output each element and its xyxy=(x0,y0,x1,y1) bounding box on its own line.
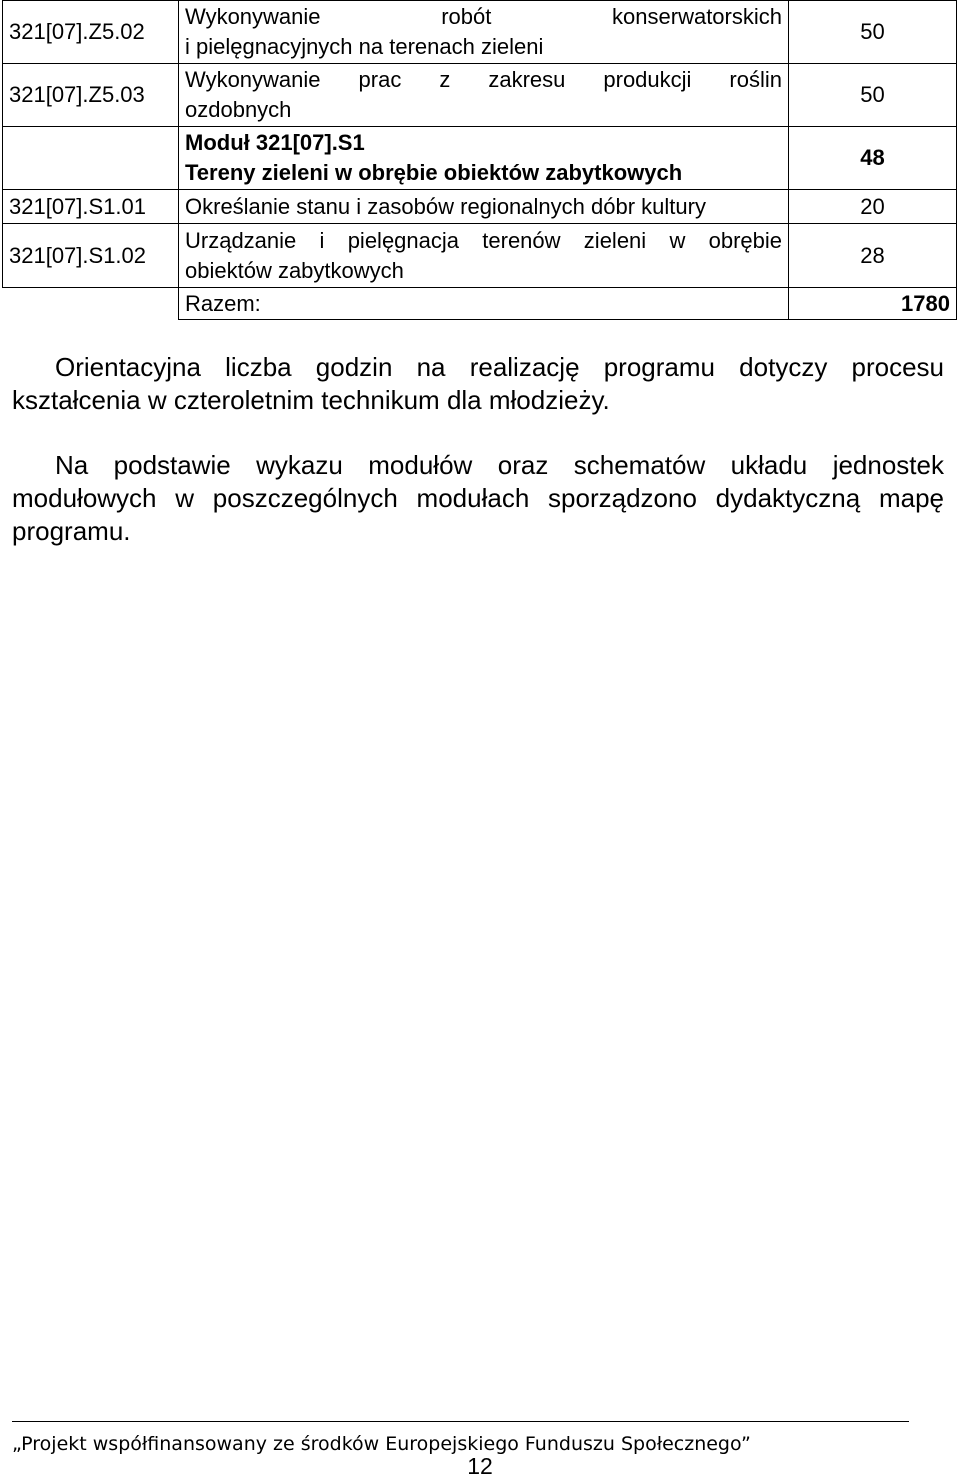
unit-name-line: Wykonywanie prac z zakresu produkcji roślin xyxy=(185,67,782,92)
unit-code xyxy=(3,127,179,190)
unit-name xyxy=(179,190,789,224)
unit-name xyxy=(179,64,789,127)
unit-hours: 28 xyxy=(789,224,957,288)
table-row xyxy=(3,127,957,190)
unit-code: 321[07].S1.01 xyxy=(3,190,179,224)
module-name-line: Moduł 321[07].S1 xyxy=(185,130,365,155)
table-row xyxy=(3,64,957,127)
unit-name-line: Określanie stanu i zasobów regionalnych dóbr kultury xyxy=(185,193,706,219)
unit-name xyxy=(179,224,789,288)
page-number: 12 xyxy=(467,1453,493,1479)
unit-name-line: Urządzanie i pielęgnacja terenów zieleni w obrębie xyxy=(185,227,782,253)
module-name-line: Tereny zieleni w obrębie obiektów zabytkowych xyxy=(185,160,683,185)
table-row xyxy=(3,1,957,64)
empty-cell xyxy=(3,288,179,320)
unit-hours: 50 xyxy=(789,64,957,127)
modules-hours-table xyxy=(2,0,957,320)
total-value: 1780 xyxy=(789,288,957,320)
unit-code: 321[07].Z5.02 xyxy=(3,1,179,64)
paragraph-text: Orientacyjna liczba godzin na realizację programu dotyczy procesu kształcenia w czteroletnim technikum dla młodzieży. xyxy=(12,352,944,415)
paragraph-text: Na podstawie wykazu modułów oraz schematów układu jednostek modułowych w poszczególnych modułach sporządzono dydaktyczną mapę programu. xyxy=(12,450,944,546)
total-row xyxy=(3,288,957,320)
unit-name-line: obiektów zabytkowych xyxy=(185,257,404,283)
unit-code: 321[07].S1.02 xyxy=(3,224,179,288)
unit-name-line: i pielęgnacyjnych na terenach zieleni xyxy=(185,34,544,59)
module-hours: 48 xyxy=(789,127,957,190)
paragraph-map-note xyxy=(12,449,944,548)
paragraph-hours-note xyxy=(12,351,944,417)
unit-name xyxy=(179,1,789,64)
footer-funding-note: „Projekt współfinansowany ze środków Europejskiego Funduszu Społecznego” xyxy=(12,1433,751,1455)
table-row xyxy=(3,224,957,288)
unit-hours: 20 xyxy=(789,190,957,224)
unit-name-line: Wykonywanie robót konserwatorskich xyxy=(185,4,782,29)
unit-code: 321[07].Z5.03 xyxy=(3,64,179,127)
module-name xyxy=(179,127,789,190)
total-label: Razem: xyxy=(179,288,789,320)
table-row xyxy=(3,190,957,224)
footer-divider xyxy=(12,1421,909,1422)
unit-hours: 50 xyxy=(789,1,957,64)
unit-name-line: ozdobnych xyxy=(185,97,292,122)
